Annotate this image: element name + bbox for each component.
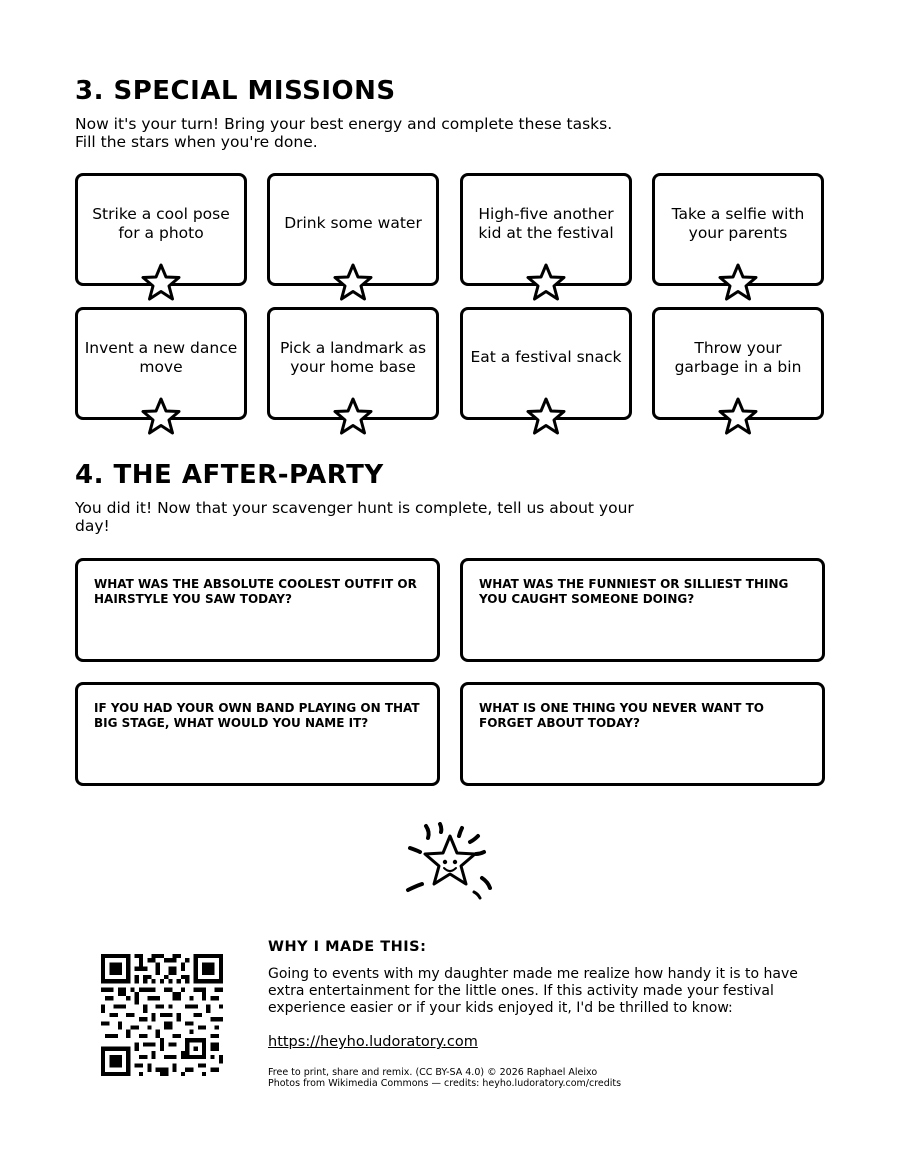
outline-star-icon[interactable] bbox=[526, 397, 566, 435]
outline-star-icon[interactable] bbox=[718, 263, 758, 301]
questions-grid bbox=[75, 558, 825, 786]
mission-card bbox=[75, 307, 247, 420]
outline-star-icon[interactable] bbox=[333, 397, 373, 435]
why-title: WHY I MADE THIS: bbox=[268, 939, 427, 955]
mission-card bbox=[75, 173, 247, 286]
outline-star-icon[interactable] bbox=[718, 397, 758, 435]
mission-card bbox=[652, 173, 824, 286]
missions-intro: Now it's your turn! Bring your best energy and complete these tasks. Fill the stars when you're done. bbox=[75, 115, 613, 151]
mission-label: Pick a landmark as your home base bbox=[279, 338, 427, 376]
outline-star-icon[interactable] bbox=[333, 263, 373, 301]
question-label: IF YOU HAD YOUR OWN BAND PLAYING ON THAT BIG STAGE, WHAT WOULD YOU NAME IT? bbox=[94, 701, 420, 730]
section-title-after-party: 4. THE AFTER-PARTY bbox=[75, 460, 384, 490]
section-title-missions: 3. SPECIAL MISSIONS bbox=[75, 76, 396, 106]
credits-line: Photos from Wikimedia Commons — credits: heyho.ludoratory.com/credits bbox=[268, 1078, 622, 1089]
question-label: WHAT IS ONE THING YOU NEVER WANT TO FORGET ABOUT TODAY? bbox=[479, 701, 764, 730]
mission-label: High-five another kid at the festival bbox=[478, 204, 614, 242]
mission-label: Drink some water bbox=[284, 214, 422, 232]
question-label: WHAT WAS THE ABSOLUTE COOLEST OUTFIT OR HAIRSTYLE YOU SAW TODAY? bbox=[94, 577, 417, 606]
question-box[interactable] bbox=[460, 558, 825, 662]
license-line: Free to print, share and remix. (CC BY-SA 4.0) © 2026 Raphael Aleixo bbox=[268, 1067, 598, 1078]
smiling-star-icon bbox=[404, 822, 496, 902]
question-box[interactable] bbox=[460, 682, 825, 786]
question-box[interactable] bbox=[75, 558, 440, 662]
mission-card bbox=[460, 307, 632, 420]
mission-card bbox=[267, 173, 439, 286]
after-party-intro: You did it! Now that your scavenger hunt is complete, tell us about your day! bbox=[75, 499, 634, 535]
question-box[interactable] bbox=[75, 682, 440, 786]
website-link[interactable]: https://heyho.ludoratory.com bbox=[268, 1034, 478, 1050]
mission-label: Invent a new dance move bbox=[84, 338, 238, 376]
mission-card bbox=[267, 307, 439, 420]
qr-code-icon[interactable] bbox=[101, 954, 223, 1076]
why-text: Going to events with my daughter made me realize how handy it is to have extra entertainment for the little ones. If this activity made your festival experience easier or if your kids enjoyed it, I'd be thrilled to know: bbox=[268, 966, 798, 1016]
mission-label: Eat a festival snack bbox=[470, 348, 622, 366]
mission-card bbox=[460, 173, 632, 286]
outline-star-icon[interactable] bbox=[141, 263, 181, 301]
outline-star-icon[interactable] bbox=[526, 263, 566, 301]
question-label: WHAT WAS THE FUNNIEST OR SILLIEST THING YOU CAUGHT SOMEONE DOING? bbox=[479, 577, 789, 606]
mission-label: Throw your garbage in a bin bbox=[674, 338, 802, 376]
missions-grid bbox=[75, 173, 825, 423]
mission-card bbox=[652, 307, 824, 420]
outline-star-icon[interactable] bbox=[141, 397, 181, 435]
mission-label: Strike a cool pose for a photo bbox=[92, 204, 230, 242]
mission-label: Take a selfie with your parents bbox=[671, 204, 805, 242]
